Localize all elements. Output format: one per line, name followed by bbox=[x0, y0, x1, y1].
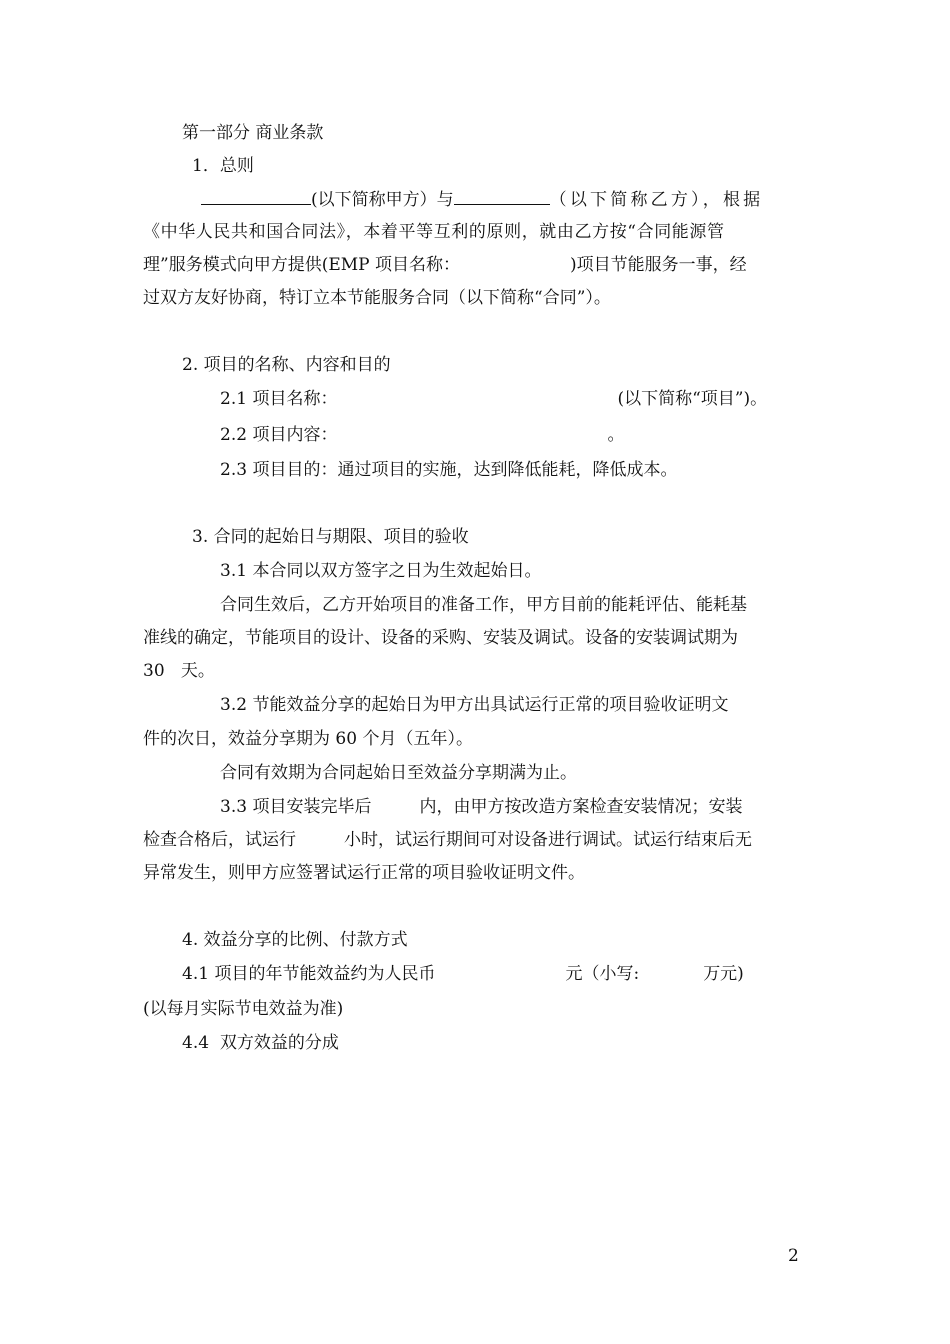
benefit-item-1-c: 万元) bbox=[703, 964, 744, 984]
project-item-3: 2.3 项目目的：通过项目的实施，达到降低能耗，降低成本。 bbox=[220, 460, 678, 480]
term-item-3-line-1 bbox=[220, 796, 742, 818]
term-para-1-line-2: 准线的确定，节能项目的设计、设备的采购、安装及调试。设备的安装调试期为 bbox=[143, 628, 738, 648]
project-item-1-b: (以下简称“项目”)。 bbox=[617, 389, 768, 409]
term-para-1-line-3: 30 天。 bbox=[143, 661, 215, 681]
general-line-3-b: )项目节能服务一事，经 bbox=[569, 255, 747, 275]
project-item-2-a: 2.2 项目内容： bbox=[220, 425, 338, 445]
term-item-2-line-2: 件的次日，效益分享期为 60 个月（五年）。 bbox=[143, 729, 473, 749]
general-line-2: 《中华人民共和国合同法》，本着平等互利的原则，就由乙方按“合同能源管 bbox=[143, 222, 725, 242]
term-para-1-line-1: 合同生效后，乙方开始项目的准备工作，甲方目前的能耗评估、能耗基 bbox=[220, 595, 747, 615]
term-item-1: 3.1 本合同以双方签字之日为生效起始日。 bbox=[220, 561, 542, 581]
project-item-1 bbox=[220, 388, 767, 410]
page-number: 2 bbox=[788, 1246, 799, 1266]
term-item-3-line-3: 异常发生，则甲方应签署试运行正常的项目验收证明文件。 bbox=[143, 863, 585, 883]
general-line-1-b: （以下简称乙方），根据 bbox=[549, 190, 764, 210]
benefit-item-1-a: 4.1 项目的年节能效益约为人民币 bbox=[182, 964, 436, 984]
general-line-4: 过双方友好协商，特订立本节能服务合同（以下简称“合同”）。 bbox=[143, 288, 611, 308]
term-item-3-line-2-a: 检查合格后，试运行 bbox=[143, 830, 296, 850]
general-line-1 bbox=[201, 188, 763, 211]
general-line-1-a: (以下简称甲方）与 bbox=[311, 190, 454, 210]
section-heading-general: 1．总则 bbox=[192, 156, 254, 176]
project-item-2-b: 。 bbox=[607, 425, 625, 445]
benefit-item-1 bbox=[182, 963, 744, 985]
project-item-2 bbox=[220, 424, 624, 446]
part-title: 第一部分 商业条款 bbox=[182, 123, 324, 143]
section-heading-project: 2. 项目的名称、内容和目的 bbox=[182, 355, 391, 375]
party-a-blank bbox=[201, 188, 311, 205]
term-item-2-line-1: 3.2 节能效益分享的起始日为甲方出具试运行正常的项目验收证明文 bbox=[220, 695, 729, 715]
benefit-item-1-b: 元（小写: bbox=[565, 964, 640, 984]
party-b-blank bbox=[454, 188, 550, 205]
term-item-3-line-1-a: 3.3 项目安装完毕后 bbox=[220, 797, 372, 817]
term-para-2: 合同有效期为合同起始日至效益分享期满为止。 bbox=[220, 763, 577, 783]
term-item-3-line-2-b: 小时，试运行期间可对设备进行调试。试运行结束后无 bbox=[344, 830, 752, 850]
term-item-3-line-2 bbox=[143, 829, 752, 851]
general-line-3-a: 理”服务模式向甲方提供(EMP 项目名称： bbox=[143, 255, 460, 275]
term-item-3-line-1-b: 内，由甲方按改造方案检查安装情况；安装 bbox=[419, 797, 743, 817]
project-item-1-a: 2.1 项目名称： bbox=[220, 389, 338, 409]
benefit-item-4: 4.4 双方效益的分成 bbox=[182, 1033, 339, 1053]
section-heading-term: 3. 合同的起始日与期限、项目的验收 bbox=[192, 527, 469, 547]
general-line-3 bbox=[143, 254, 747, 276]
section-heading-benefit: 4. 效益分享的比例、付款方式 bbox=[182, 930, 408, 950]
benefit-item-1-line-2: (以每月实际节电效益为准) bbox=[143, 999, 344, 1019]
